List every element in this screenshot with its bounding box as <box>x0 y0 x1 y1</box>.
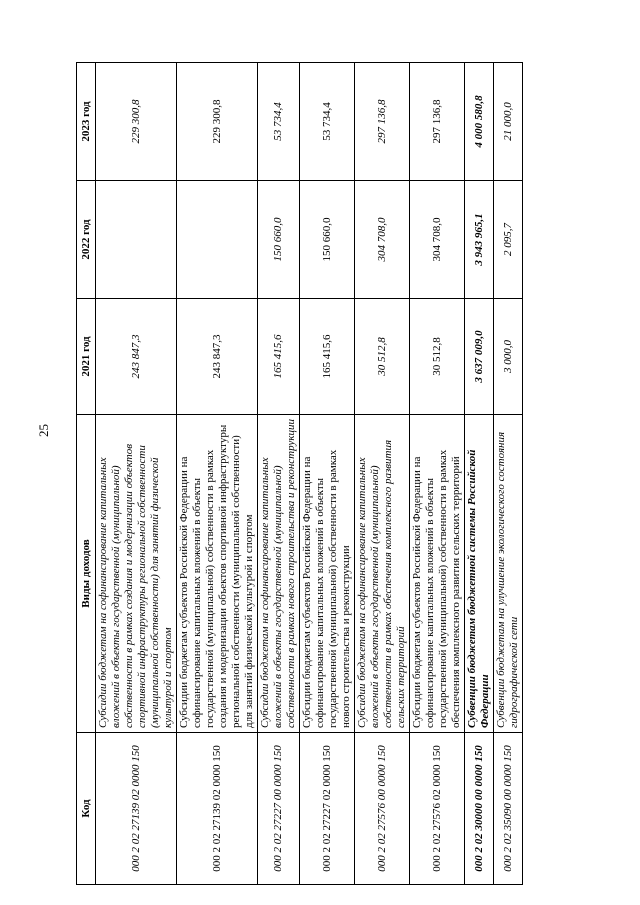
revenue-table <box>76 62 523 885</box>
row-code: 000 2 02 27139 02 0000 150 <box>177 733 258 885</box>
rotated-table-wrapper <box>76 63 523 885</box>
table-row <box>300 63 355 885</box>
header-2023: 2023 год <box>77 63 96 181</box>
row-code: 000 2 02 35090 00 0000 150 <box>494 733 523 885</box>
row-value-2022: 304 708,0 <box>355 181 410 299</box>
row-description: Субсидии бюджетам субъектов Российской Федерации на софинансирование капитальных вложений в объекты государственной (муниципальной) собственности в рамках обеспечения комплексного развития сельских территорий <box>410 415 465 733</box>
table-row <box>96 63 177 885</box>
row-value-2021: 30 512,8 <box>355 299 410 415</box>
table-row <box>410 63 465 885</box>
row-value-2023: 297 136,8 <box>355 63 410 181</box>
row-description: Субсидии бюджетам субъектов Российской Федерации на софинансирование капитальных вложений в объекты государственной (муниципальной) собственности в рамках создания и модернизации объектов спортивной инфраструктуры региональной собственности (муниципальной собственности) для занятий физической культурой и спортом <box>177 415 258 733</box>
row-value-2022: 150 660,0 <box>258 181 300 299</box>
row-code: 000 2 02 30000 00 0000 150 <box>465 733 494 885</box>
row-value-2022 <box>96 181 177 299</box>
row-value-2023: 229 300,8 <box>177 63 258 181</box>
row-value-2021: 243 847,3 <box>96 299 177 415</box>
row-value-2022 <box>177 181 258 299</box>
header-2021: 2021 год <box>77 299 96 415</box>
row-value-2023: 4 000 580,8 <box>465 63 494 181</box>
table-row <box>177 63 258 885</box>
header-code: Код <box>77 733 96 885</box>
table-row <box>258 63 300 885</box>
row-description: Субвенции бюджетам бюджетной системы Российской Федерации <box>465 415 494 733</box>
row-value-2021: 3 637 009,0 <box>465 299 494 415</box>
row-value-2023: 297 136,8 <box>410 63 465 181</box>
row-description: Субвенции бюджетам на улучшение экологического состояния гидрографической сети <box>494 415 523 733</box>
table-row <box>465 63 494 885</box>
row-value-2023: 21 000,0 <box>494 63 523 181</box>
row-code: 000 2 02 27576 02 0000 150 <box>410 733 465 885</box>
row-value-2021: 3 000,0 <box>494 299 523 415</box>
table-row <box>355 63 410 885</box>
row-value-2022: 150 660,0 <box>300 181 355 299</box>
page-number: 25 <box>36 424 51 437</box>
header-revenue-type: Виды доходов <box>77 415 96 733</box>
row-value-2023: 53 734,4 <box>300 63 355 181</box>
row-value-2022: 304 708,0 <box>410 181 465 299</box>
row-value-2023: 229 300,8 <box>96 63 177 181</box>
table-row <box>494 63 523 885</box>
row-value-2021: 165 415,6 <box>300 299 355 415</box>
row-description: Субсидии бюджетам на софинансирование капитальных вложений в объекты государственной (муниципальной) собственности в рамках создания и модернизации объектов спортивной инфраструктуры региональной собственности (муниципальной собственности) для занятий физической культурой и спортом <box>96 415 177 733</box>
row-value-2021: 165 415,6 <box>258 299 300 415</box>
row-code: 000 2 02 27227 02 0000 150 <box>300 733 355 885</box>
row-value-2022: 2 095,7 <box>494 181 523 299</box>
row-value-2021: 243 847,3 <box>177 299 258 415</box>
row-value-2023: 53 734,4 <box>258 63 300 181</box>
header-2022: 2022 год <box>77 181 96 299</box>
row-value-2021: 30 512,8 <box>410 299 465 415</box>
row-description: Субсидии бюджетам субъектов Российской Федерации на софинансирование капитальных вложений в объекты государственной (муниципальной) собственности в рамках нового строительства и реконструкции <box>300 415 355 733</box>
row-description: Субсидии бюджетам на софинансирование капитальных вложений в объекты государственной (муниципальной) собственности в рамках нового строительства и реконструкции <box>258 415 300 733</box>
row-code: 000 2 02 27227 00 0000 150 <box>258 733 300 885</box>
row-code: 000 2 02 27576 00 0000 150 <box>355 733 410 885</box>
row-code: 000 2 02 27139 02 0000 150 <box>96 733 177 885</box>
row-value-2022: 3 943 965,1 <box>465 181 494 299</box>
row-description: Субсидии бюджетам на софинансирование капитальных вложений в объекты государственной (муниципальной) собственности в рамках обеспечения комплексного развития сельских территорий <box>355 415 410 733</box>
table-header-row <box>77 63 96 885</box>
